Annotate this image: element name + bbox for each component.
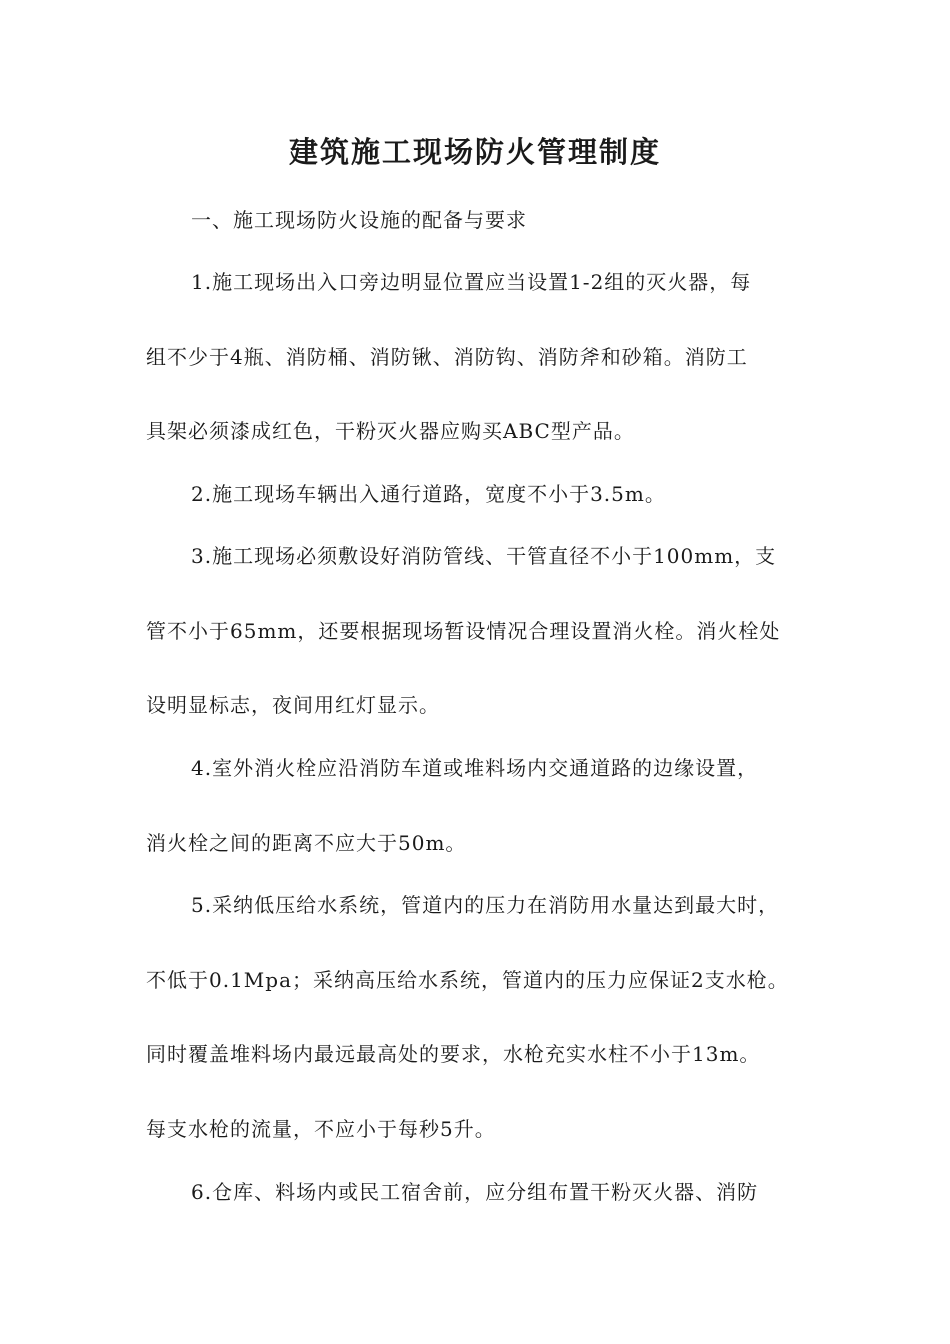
paragraph-line: 5.采纳低压给水系统，管道内的压力在消防用水量达到最大时， [191,893,780,917]
document-title: 建筑施工现场防火管理制度 [288,135,661,169]
section-heading: 一、施工现场防火设施的配备与要求 [191,208,527,232]
paragraph-line: 1.施工现场出入口旁边明显位置应当设置1-2组的灭火器，每 [191,270,752,294]
paragraph-line: 3.施工现场必须敷设好消防管线、干管直径不小于100mm，支 [191,544,777,568]
paragraph-line: 组不少于4瓶、消防桶、消防锹、消防钩、消防斧和砂箱。消防工 [146,345,748,369]
paragraph-line: 6.仓库、料场内或民工宿舍前，应分组布置干粉灭火器、消防 [191,1180,759,1204]
paragraph-line: 同时覆盖堆料场内最远最高处的要求，水枪充实水柱不小于13m。 [146,1042,761,1066]
paragraph-line: 设明显标志，夜间用红灯显示。 [146,693,440,717]
paragraph-line: 4.室外消火栓应沿消防车道或堆料场内交通道路的边缘设置， [191,756,759,780]
paragraph-line: 管不小于65mm，还要根据现场暂设情况合理设置消火栓。消火栓处 [146,619,781,643]
paragraph-line: 每支水枪的流量，不应小于每秒5升。 [146,1117,496,1141]
paragraph-line: 不低于0.1Mpa；采纳高压给水系统，管道内的压力应保证2支水枪。 [146,968,789,992]
paragraph-line: 消火栓之间的距离不应大于50m。 [146,831,467,855]
paragraph-line: 2.施工现场车辆出入通行道路，宽度不小于3.5m。 [191,482,666,506]
paragraph-line: 具架必须漆成红色，干粉灭火器应购买ABC型产品。 [146,419,635,443]
